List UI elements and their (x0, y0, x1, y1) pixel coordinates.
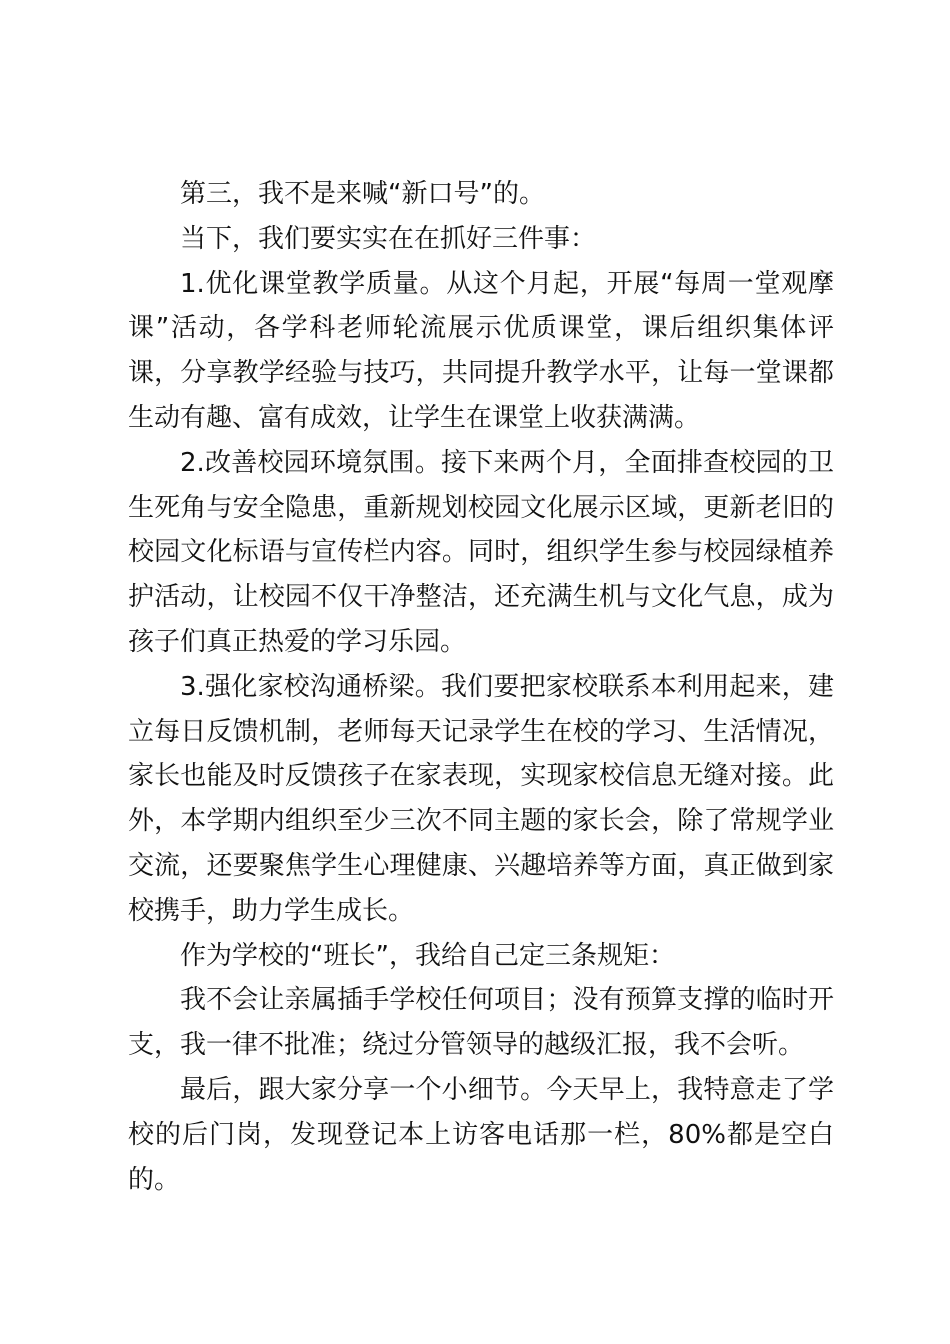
paragraph-three-tasks-intro: 当下，我们要实实在在抓好三件事： (180, 223, 597, 254)
paragraph-rules-intro: 作为学校的“班长”，我给自己定三条规矩： (180, 940, 675, 971)
paragraph-task-campus-environment: 2.改善校园环境氛围。接下来两个月，全面排查校园的卫生死角与安全隐患，重新规划校园文化展示区域，更新老旧的校园文化标语与宣传栏内容。同时，组织学生参与校园绿植养护活动，让校园不仅干净整洁，还充满生机与文化气息，成为孩子们真正热爱的学习乐园。 (128, 447, 834, 657)
paragraph-closing-detail: 最后，跟大家分享一个小细节。今天早上，我特意走了学校的后门岗，发现登记本上访客电话那一栏，80%都是空白的。 (128, 1074, 834, 1195)
paragraph-rules: 我不会让亲属插手学校任何项目；没有预算支撑的临时开支，我一律不批准；绕过分管领导的越级汇报，我不会听。 (128, 985, 834, 1061)
paragraph-third-point: 第三，我不是来喊“新口号”的。 (180, 179, 545, 209)
document-body (128, 172, 834, 1202)
paragraph-task-home-school: 3.强化家校沟通桥梁。我们要把家校联系本利用起来，建立每日反馈机制，老师每天记录学生在校的学习、生活情况，家长也能及时反馈孩子在家表现，实现家校信息无缝对接。此外，本学期内组织至少三次不同主题的家长会，除了常规学业交流，还要聚焦学生心理健康、兴趣培养等方面，真正做到家校携手，助力学生成长。 (128, 671, 834, 926)
paragraph-task-teaching-quality: 1.优化课堂教学质量。从这个月起，开展“每周一堂观摩课”活动，各学科老师轮流展示优质课堂，课后组织集体评课，分享教学经验与技巧，共同提升教学水平，让每一堂课都生动有趣、富有成效，让学生在课堂上收获满满。 (128, 268, 834, 433)
